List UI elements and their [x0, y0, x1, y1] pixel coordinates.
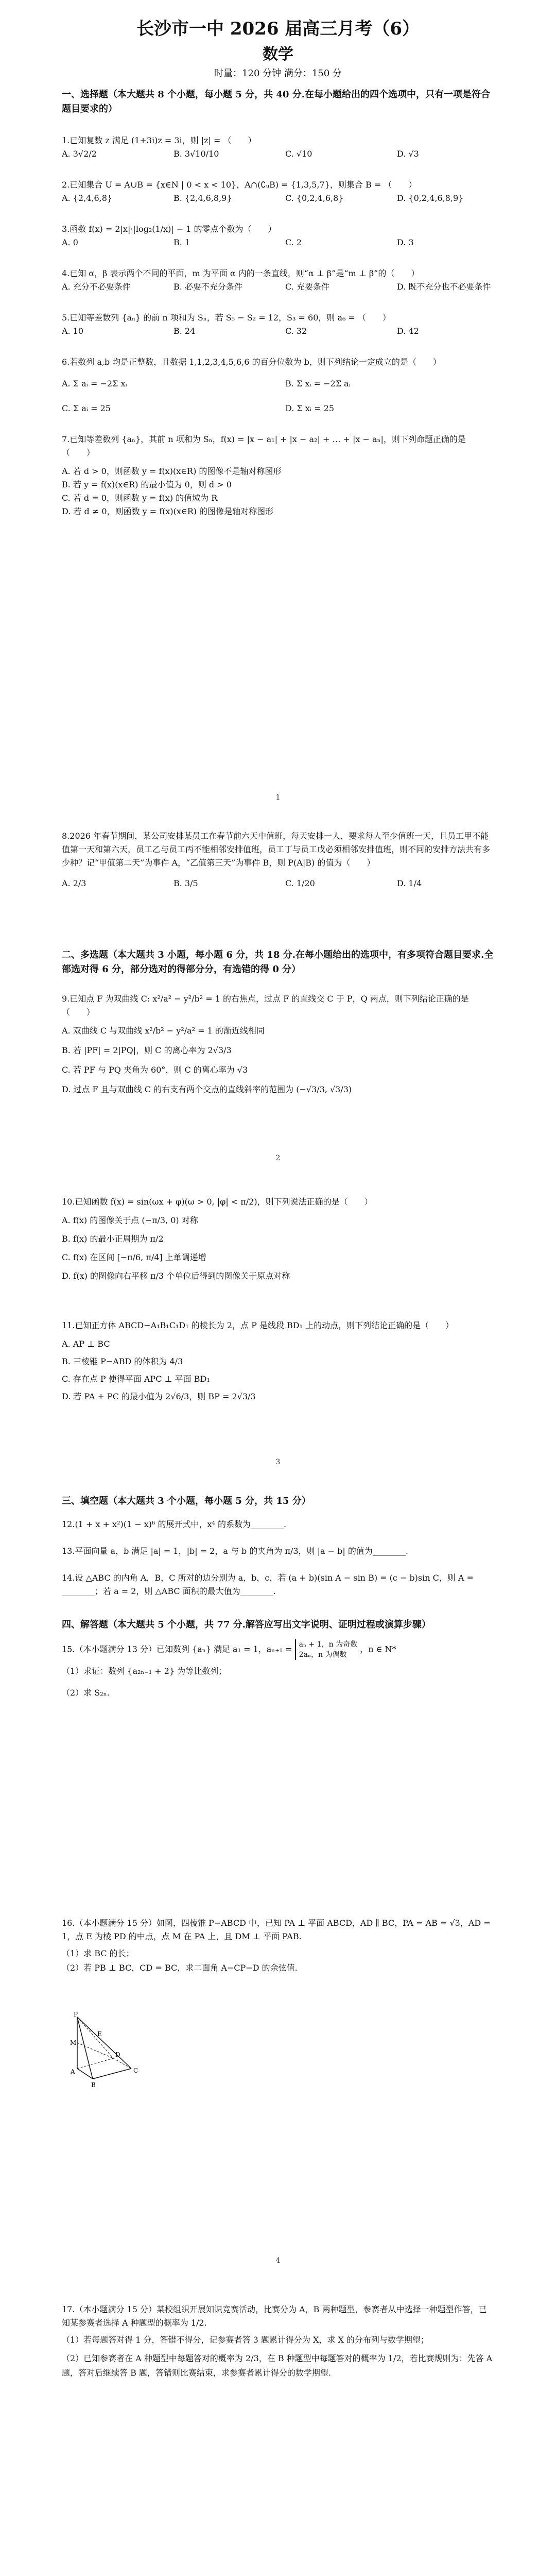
question-8 — [62, 829, 494, 890]
question-6-options-row-1 — [62, 377, 494, 391]
vertex-label-b: B — [91, 2081, 96, 2089]
question-16 — [62, 1917, 494, 1975]
question-9-options — [62, 1024, 494, 1096]
option-c: C. 32 — [285, 326, 307, 336]
piecewise-case-odd: aₙ + 1，n 为奇数 — [299, 1640, 358, 1649]
part-2: （2）已知参赛者在 A 种题型中每题答对的概率为 2/3，在 B 种题型中每题答对的概率为 1/2，若比赛规则为：先答 A 题，答对后继续答 B 题，答错则比赛结束，求参赛者累计得分的数学期望. — [62, 2353, 493, 2378]
option-d: D. f(x) 的图像向右平移 π/3 个单位后得到的图像关于原点对称 — [62, 1271, 290, 1281]
option-d: D. 42 — [397, 326, 419, 336]
option-a: A. 0 — [62, 238, 78, 247]
question-10-options — [62, 1214, 494, 1283]
pyramid-figure — [64, 2012, 142, 2089]
option-c: C. √10 — [285, 149, 312, 159]
question-7 — [62, 433, 494, 518]
option-b: B. Σ xᵢ = −2Σ aᵢ — [285, 379, 351, 388]
section-3-heading: 三、填空题（本大题共 3 个小题，每小题 5 分，共 15 分） — [62, 1496, 311, 1506]
question-8-options — [62, 877, 494, 890]
vertex-label-a: A — [71, 2068, 75, 2075]
question-15-piecewise — [295, 1639, 357, 1660]
page-number-1: 1 — [275, 793, 281, 802]
vertex-label-p: P — [74, 2012, 78, 2018]
page-number-4: 4 — [275, 2257, 281, 2265]
option-c: C. Σ aᵢ = 25 — [62, 403, 111, 413]
question-9-stem: 9.已知点 F 为双曲线 C: x²/a² − y²/b² = 1 的右焦点，过点 F 的直线交 C 于 P，Q 两点，则下列结论正确的是（ ） — [62, 994, 469, 1017]
section-1-heading: 一、选择题（本大题共 8 个小题，每小题 5 分，共 40 分.在每小题给出的四个选项中，只有一项是符合题目要求的） — [62, 89, 490, 114]
question-1-stem: 1.已知复数 z 满足 (1+3i)z = 3i，则 |z| = （ ） — [62, 135, 256, 145]
page-number-2: 2 — [275, 1154, 281, 1162]
option-a: A. 10 — [62, 326, 84, 336]
option-c: C. 若 PF 与 PQ 夹角为 60°，则 C 的离心率为 √3 — [62, 1065, 248, 1075]
question-5 — [62, 311, 494, 338]
segment-md — [77, 2043, 113, 2058]
question-2 — [62, 178, 494, 205]
option-a: A. 2/3 — [62, 878, 86, 888]
question-11-options — [62, 1337, 494, 1403]
question-16-parts — [62, 1946, 494, 1975]
question-16-stem: 16.（本小题满分 15 分）如图，四棱锥 P−ABCD 中，已知 PA ⊥ 平面 ABCD，AD ∥ BC，PA = AB = √3，AD = 1，点 E 为棱 PD 的中点，点 M 在 PA 上，且 DM ⊥ 平面 PAB. — [62, 1918, 491, 1941]
section-1 — [62, 88, 494, 518]
option-c: C. 充要条件 — [285, 282, 329, 292]
option-b: B. 若 |PF| = 2|PQ|，则 C 的离心率为 2√3/3 — [62, 1045, 232, 1055]
question-7-stem: 7.已知等差数列 {aₙ}，其前 n 项和为 Sₙ，f(x) = |x − a₁| + |x − a₂| + … + |x − aₙ|，则下列命题正确的是（ ） — [62, 434, 466, 457]
part-2: （2）求 S₂ₙ. — [62, 1688, 110, 1698]
option-d: D. 过点 F 且与双曲线 C 的右支有两个交点的直线斜率的范围为 (−√3/3, √3/3) — [62, 1084, 352, 1094]
option-d: D. 1/4 — [397, 878, 422, 888]
option-c: C. f(x) 在区间 [−π/6, π/4] 上单调递增 — [62, 1252, 206, 1262]
question-3 — [62, 223, 494, 249]
option-c: C. 1/20 — [285, 878, 315, 888]
vertex-label-c: C — [133, 2067, 138, 2074]
edge-pc — [77, 2017, 131, 2069]
piecewise-case-even: 2aₙ，n 为偶数 — [299, 1651, 347, 1659]
option-b: B. 3/5 — [173, 878, 198, 888]
question-5-stem: 5.已知等差数列 {aₙ} 的前 n 项和为 Sₙ，若 S₅ − S₂ = 12，S₃ = 60，则 a₆ = （ ） — [62, 313, 391, 323]
option-d: D. 若 d ≠ 0，则函数 y = f(x)(x∈R) 的图像是轴对称图形 — [62, 506, 274, 516]
part-1: （1）若每题答对得 1 分，答错不得分，记参赛者答 3 题累计得分为 X，求 X 的分布列与数学期望； — [62, 2335, 429, 2345]
question-15 — [62, 1639, 494, 1700]
option-d: D. √3 — [397, 149, 419, 159]
question-1 — [62, 134, 494, 161]
exam-title: 长沙市一中 2026 届高三月考（6） — [136, 19, 420, 39]
option-a: A. 双曲线 C 与双曲线 x²/b² − y²/a² = 1 的渐近线相同 — [62, 1026, 265, 1036]
question-7-options — [62, 465, 494, 518]
point-label-e: E — [97, 2030, 102, 2038]
section-2 — [62, 948, 494, 1096]
exam-subject: 数学 — [263, 45, 293, 63]
option-a: A. {2,4,6,8} — [62, 193, 113, 203]
option-d: D. 3 — [397, 238, 414, 247]
option-c: C. 2 — [285, 238, 302, 247]
question-13: 13.平面向量 a，b 满足 |a| = 1，|b| = 2，a 与 b 的夹角为 π/3，则 |a − b| 的值为________. — [62, 1546, 408, 1556]
section-4-heading: 四、解答题（本大题共 5 个小题，共 77 分.解答应写出文字说明、证明过程或演算步骤） — [62, 1619, 431, 1630]
question-11 — [62, 1319, 494, 1403]
question-5-options — [62, 325, 494, 338]
edge-pb — [77, 2017, 93, 2079]
section-3 — [62, 1494, 494, 1598]
option-b: B. {2,4,6,8,9} — [173, 193, 232, 203]
question-2-options — [62, 192, 494, 205]
option-d: D. 既不充分也不必要条件 — [397, 282, 491, 292]
option-c: C. 存在点 P 使得平面 APC ⊥ 平面 BD₁ — [62, 1374, 210, 1384]
option-c: C. {0,2,4,6,8} — [285, 193, 344, 203]
edge-ad — [77, 2058, 113, 2069]
option-b: B. 必要不充分条件 — [173, 282, 242, 292]
option-b: B. 3√10/10 — [173, 149, 219, 159]
part-1: （1）求证：数列 {a₂ₙ₋₁ + 2} 为等比数列； — [62, 1666, 227, 1676]
question-10 — [62, 1195, 494, 1283]
option-b: B. 24 — [173, 326, 196, 336]
question-10-stem: 10.已知函数 f(x) = sin(ωx + φ)(ω > 0, |φ| < π/2)，则下列说法正确的是（ ） — [62, 1197, 373, 1207]
option-b: B. 三棱锥 P−ABD 的体积为 4/3 — [62, 1357, 183, 1366]
question-1-options — [62, 147, 494, 161]
question-9 — [62, 992, 494, 1096]
exam-meta: 时量：120 分钟 满分：150 分 — [214, 68, 342, 79]
question-15-stem: 15.（本小题满分 13 分）已知数列 {aₙ} 满足 a₁ = 1，aₙ₊₁ = — [62, 1644, 295, 1654]
question-15-tail: ，n ∈ N* — [360, 1644, 396, 1654]
option-d: D. Σ xᵢ = 25 — [285, 403, 335, 413]
option-c: C. 若 d = 0，则函数 y = f(x) 的值域为 R — [62, 493, 218, 503]
question-4-stem: 4.已知 α，β 表示两个不同的平面，m 为平面 α 内的一条直线，则“α ⊥ β”是“m ⊥ β”的（ ） — [62, 268, 420, 278]
option-a: A. 3√2/2 — [62, 149, 97, 159]
question-4 — [62, 267, 494, 294]
pyramid-diagram — [64, 2012, 142, 2089]
question-3-stem: 3.函数 f(x) = 2|x|·|log₂(1/x)| − 1 的零点个数为（ ） — [62, 224, 276, 234]
page-number-3: 3 — [275, 1458, 281, 1466]
question-6-options-row-2 — [62, 402, 494, 415]
question-8-stem: 8.2026 年春节期间，某公司安排某员工在春节前六天中值班，每天安排一人，要求每人至少值班一天，且员工甲不能值第一天和第六天，员工乙与员工丙不能相邻安排值班，员工丁与员工戊必须相邻安排值班，则不同的安排方法共有多少种？记“甲值第二天”为事件 A，“乙值第三天”为事件 B，则 P(A|B) 的值为（ ） — [62, 831, 491, 868]
question-2-stem: 2.已知集合 U = A∪B = {x∈N | 0 < x < 10}，A∩(∁ᵤB) = {1,3,5,7}，则集合 B = （ ） — [62, 180, 417, 190]
question-17-stem: 17.（本小题满分 15 分）某校组织开展知识竞赛活动，比赛分为 A，B 两种题型，参赛者从中选择一种题型作答，已知某参赛者选择 A 种题型的概率为 1/2. — [62, 2304, 487, 2328]
question-12: 12.(1 + x + x²)(1 − x)⁶ 的展开式中，x⁴ 的系数为________. — [62, 1519, 287, 1529]
question-4-options — [62, 280, 494, 294]
section-2-heading: 二、多选题（本大题共 3 小题，每小题 6 分，共 18 分.在每小题给出的选项中，有多项符合题目要求.全部选对得 6 分，部分选对的得部分分，有选错的得 0 分） — [62, 950, 494, 975]
option-b: B. 1 — [173, 238, 190, 247]
question-3-options — [62, 236, 494, 249]
option-a: A. Σ aᵢ = −2Σ xᵢ — [62, 379, 127, 388]
question-11-stem: 11.已知正方体 ABCD−A₁B₁C₁D₁ 的棱长为 2，点 P 是线段 BD₁ 上的动点，则下列结论正确的是（ ） — [62, 1320, 454, 1330]
question-6-stem: 6.若数列 a,b 均是正整数，且数据 1,1,2,3,4,5,6,6 的百分位数为 b，则下列结论一定成立的是（ ） — [62, 357, 441, 367]
option-a: A. f(x) 的图像关于点 (−π/3, 0) 对称 — [62, 1215, 198, 1225]
question-17 — [62, 2303, 494, 2380]
question-17-parts — [62, 2333, 494, 2380]
option-b: B. 若 y = f(x)(x∈R) 的最小值为 0，则 d > 0 — [62, 480, 232, 489]
option-d: D. {0,2,4,6,8,9} — [397, 193, 464, 203]
part-1: （1）求 BC 的长； — [62, 1948, 134, 1958]
question-15-parts — [62, 1664, 494, 1700]
option-d: D. 若 PA + PC 的最小值为 2√6/3，则 BP = 2√3/3 — [62, 1392, 256, 1401]
option-a: A. 充分不必要条件 — [62, 282, 131, 292]
edge-bc — [93, 2069, 131, 2079]
point-label-m: M — [70, 2039, 77, 2046]
question-14: 14.设 △ABC 的内角 A，B，C 所对的边分别为 a，b，c，若 (a + b)(sin A − sin B) = (c − b)sin C，则 A = ________；若 a = 2，则 △ABC 面积的最大值为________. — [62, 1573, 474, 1596]
option-a: A. 若 d > 0，则函数 y = f(x)(x∈R) 的图像不是轴对称图形 — [62, 466, 282, 476]
question-15-stem-row — [62, 1639, 494, 1660]
section-4 — [62, 1618, 494, 1700]
vertex-label-d: D — [115, 2051, 120, 2058]
part-2: （2）若 PB ⊥ BC，CD = BC，求二面角 A−CP−D 的余弦值. — [62, 1963, 298, 1973]
option-a: A. AP ⊥ BC — [62, 1339, 110, 1349]
option-b: B. f(x) 的最小正周期为 π/2 — [62, 1234, 164, 1244]
question-6 — [62, 355, 494, 415]
